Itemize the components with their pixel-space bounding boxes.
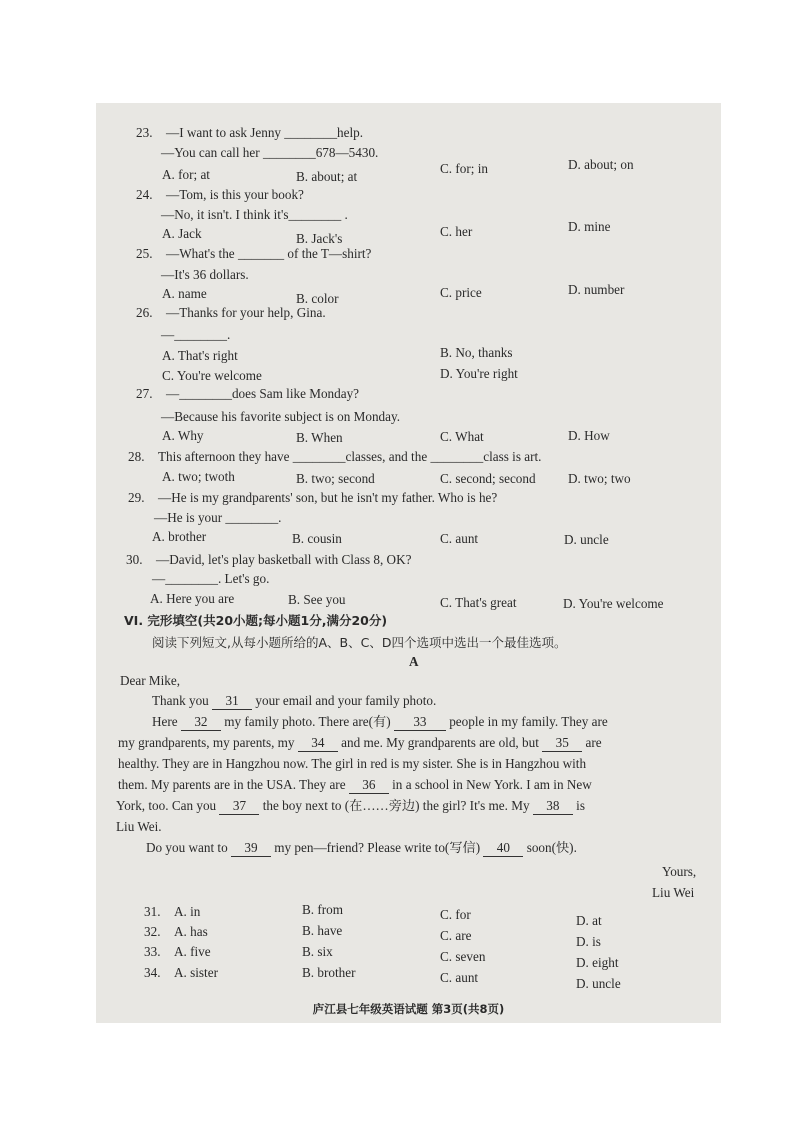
option: A. Jack	[162, 226, 202, 241]
option: B. about; at	[296, 169, 358, 184]
exam-page	[96, 103, 721, 1023]
question-24: 24. —Tom, is this your book?	[136, 187, 304, 202]
option: C. You're welcome	[162, 368, 262, 383]
option: D. How	[568, 428, 610, 443]
option: C. That's great	[440, 595, 517, 610]
question-30: 30. —David, let's play basketball with Class 8, OK?	[126, 552, 412, 567]
blank-31: 31	[212, 693, 252, 710]
option: A. brother	[152, 529, 207, 544]
option: B. When	[296, 430, 343, 445]
option: C. are	[440, 928, 472, 943]
option: D. You're welcome	[563, 596, 664, 611]
blank-32: 32	[181, 714, 221, 731]
option: D. about; on	[568, 157, 634, 172]
letter-line: Liu Wei.	[116, 819, 162, 834]
question-27: 27. —________does Sam like Monday?	[136, 386, 360, 401]
blank-37: 37	[219, 798, 259, 815]
question-29-line2: —He is your ________.	[154, 510, 282, 525]
letter-line: Do you want to 39 my pen—friend? Please write to(写信) 40 soon(快).	[146, 840, 577, 855]
letter-line: my grandparents, my parents, my 34 and me. My grandparents are old, but 35 are	[118, 735, 602, 750]
letter-greeting: Dear Mike,	[120, 673, 181, 688]
question-28: 28. This afternoon they have ________classes, and the ________class is art.	[128, 449, 542, 464]
section-instruction: 阅读下列短文,从每小题所给的A、B、C、D四个选项中选出一个最佳选项。	[152, 635, 567, 650]
cloze-item-32: 32. A. has	[144, 924, 208, 939]
option: D. is	[576, 934, 601, 949]
option: A. Here you are	[150, 591, 235, 606]
question-29: 29. —He is my grandparents' son, but he isn't my father. Who is he?	[128, 490, 498, 505]
blank-40: 40	[483, 840, 523, 857]
question-30-line2: —________. Let's go.	[152, 571, 270, 586]
option: B. six	[302, 944, 333, 959]
option: A. name	[162, 286, 207, 301]
option: C. aunt	[440, 970, 479, 985]
blank-39: 39	[231, 840, 271, 857]
letter-line: them. My parents are in the USA. They are 36 in a school in New York. I am in New	[118, 777, 592, 792]
option: A. for; at	[162, 167, 210, 182]
option: C. for; in	[440, 161, 488, 176]
option: B. two; second	[296, 471, 375, 486]
option: B. from	[302, 902, 344, 917]
option: D. uncle	[564, 532, 609, 547]
blank-33: 33	[394, 714, 446, 731]
blank-36: 36	[349, 777, 389, 794]
cloze-item-31: 31. A. in	[144, 904, 201, 919]
option: B. cousin	[292, 531, 342, 546]
option: A. That's right	[162, 348, 238, 363]
option: B. color	[296, 291, 339, 306]
question-25-line2: —It's 36 dollars.	[161, 267, 249, 282]
option: C. What	[440, 429, 484, 444]
option: B. Jack's	[296, 231, 343, 246]
option: C. for	[440, 907, 471, 922]
letter-line: Thank you 31 your email and your family photo.	[152, 693, 437, 708]
letter-closing: Yours,	[662, 864, 697, 879]
letter-line: York, too. Can you 37 the boy next to (在……旁边) the girl? It's me. My 38 is	[116, 798, 585, 813]
option: C. second; second	[440, 471, 536, 486]
blank-35: 35	[542, 735, 582, 752]
option: D. number	[568, 282, 625, 297]
question-24-line2: —No, it isn't. I think it's________ .	[161, 207, 348, 222]
option: A. Why	[162, 428, 204, 443]
option: D. at	[576, 913, 602, 928]
option: D. two; two	[568, 471, 631, 486]
option: B. No, thanks	[440, 345, 513, 360]
option: D. eight	[576, 955, 619, 970]
blank-34: 34	[298, 735, 338, 752]
option: C. price	[440, 285, 482, 300]
page-footer: 庐江县七年级英语试题 第3页(共8页)	[312, 1002, 505, 1016]
option: D. mine	[568, 219, 611, 234]
question-25: 25. —What's the _______ of the T—shirt?	[136, 246, 372, 261]
question-26: 26. —Thanks for your help, Gina.	[136, 305, 326, 320]
letter-signature: Liu Wei	[652, 885, 695, 900]
question-27-line2: —Because his favorite subject is on Monday.	[161, 409, 401, 424]
option: D. uncle	[576, 976, 621, 991]
question-23: 23. —I want to ask Jenny ________help.	[136, 125, 364, 140]
cloze-item-33: 33. A. five	[144, 944, 211, 959]
question-23-line2: —You can call her ________678—5430.	[161, 145, 379, 160]
option: B. have	[302, 923, 343, 938]
option: B. brother	[302, 965, 356, 980]
question-26-line2: —________.	[161, 327, 231, 342]
option: B. See you	[288, 592, 346, 607]
letter-line: healthy. They are in Hangzhou now. The girl in red is my sister. She is in Hangzhou with	[118, 756, 587, 771]
option: C. aunt	[440, 531, 479, 546]
option: A. two; twoth	[162, 469, 235, 484]
option: C. seven	[440, 949, 486, 964]
letter-line: Here 32 my family photo. There are(有) 33 people in my family. They are	[152, 714, 608, 729]
option: C. her	[440, 224, 473, 239]
blank-38: 38	[533, 798, 573, 815]
cloze-item-34: 34. A. sister	[144, 965, 218, 980]
passage-label: A	[409, 654, 419, 669]
section-heading: VI. 完形填空(共20小题;每小题1分,满分20分)	[124, 613, 388, 628]
option: D. You're right	[440, 366, 518, 381]
